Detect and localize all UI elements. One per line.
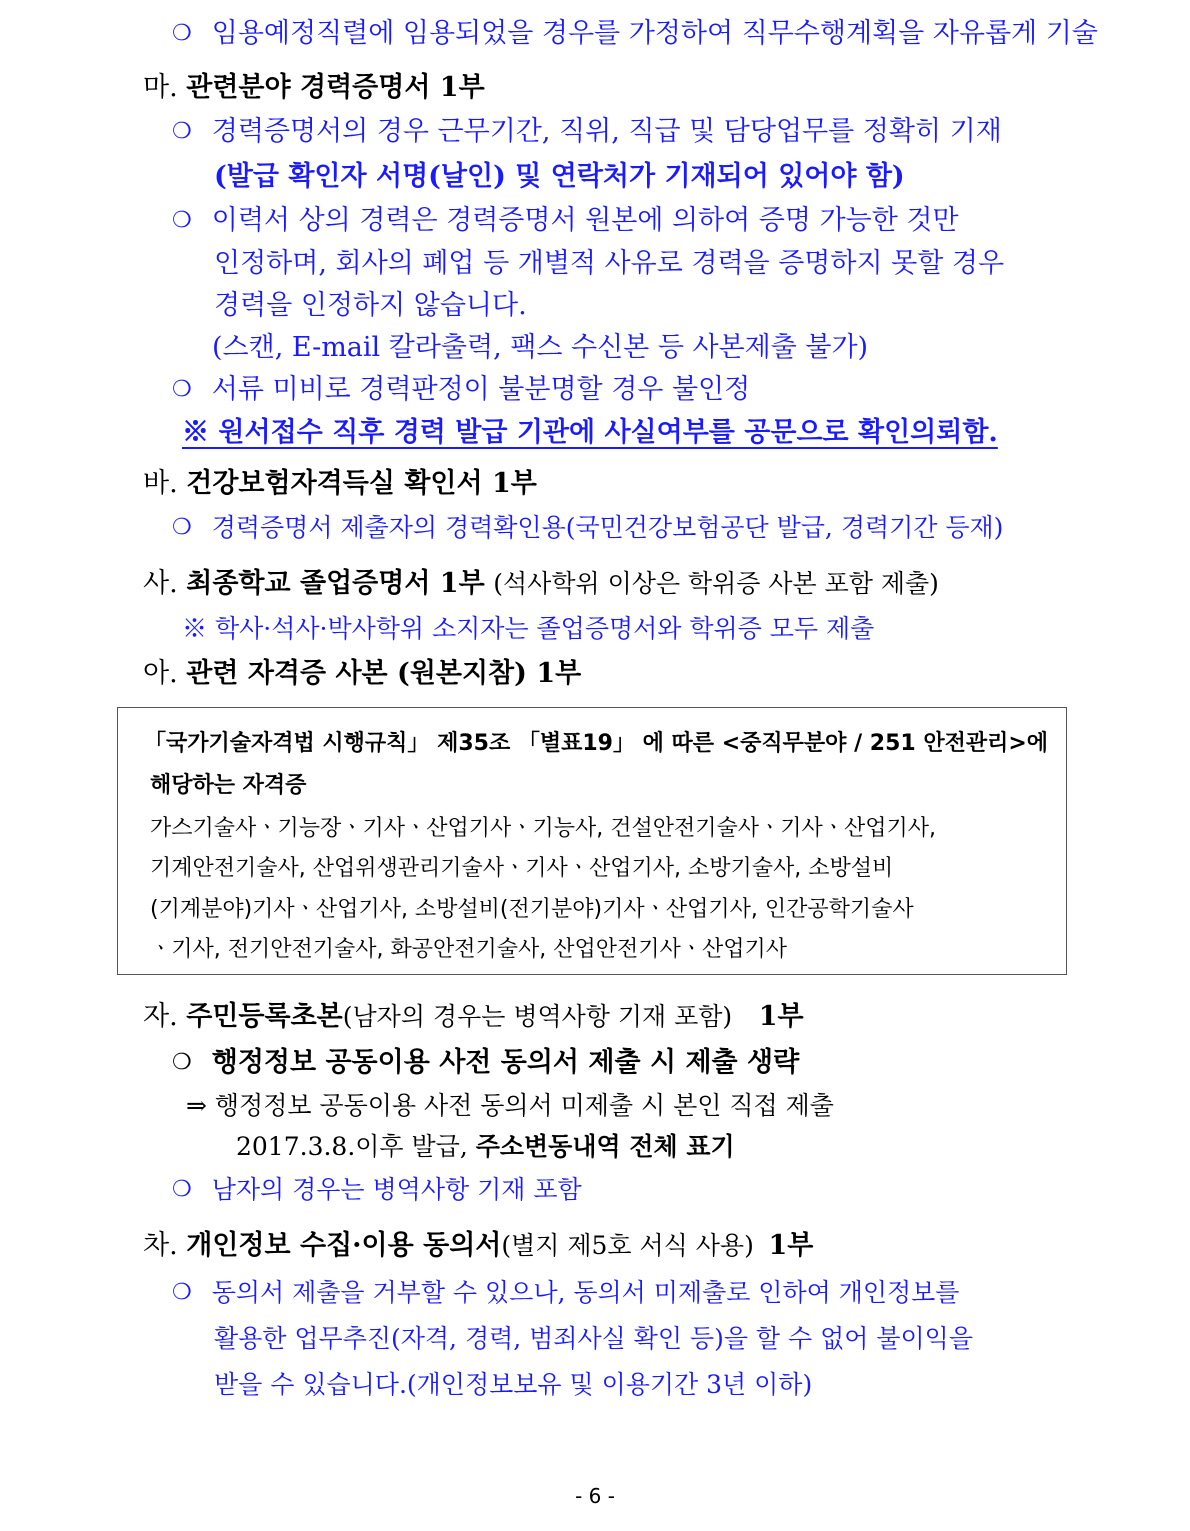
section-heading-ma: [143, 74, 485, 101]
section-title: 주민등록초본: [186, 1001, 343, 1032]
bullet-line: [172, 20, 1098, 47]
section-count: 1부: [768, 1230, 814, 1261]
bullet-continuation: 경력을 인정하지 않습니다.: [214, 290, 527, 321]
circle-bullet-icon: ❍: [172, 377, 192, 402]
section-marker: 마.: [143, 72, 178, 103]
section-title: 개인정보 수집·이용 동의서: [186, 1230, 502, 1261]
circle-bullet-icon: ❍: [172, 1050, 192, 1075]
box-line: ㆍ기사, 전기안전기술사, 화공안전기술사, 산업안전기사ㆍ산업기사: [150, 937, 788, 962]
bullet-continuation: (스캔, E-mail 칼라출력, 팩스 수신본 등 사본제출 불가): [212, 332, 869, 363]
section-heading-a: [143, 660, 581, 687]
bullet-line: [172, 1280, 959, 1306]
circle-bullet-icon: ❍: [172, 1177, 192, 1202]
arrow-line: ⇒ 행정정보 공동이용 사전 동의서 미제출 시 본인 직접 제출: [186, 1091, 834, 1120]
circle-bullet-icon: ❍: [172, 1280, 192, 1305]
page-number: - 6 -: [575, 1484, 615, 1508]
bullet-continuation: (발급 확인자 서명(날인) 및 연락처가 기재되어 있어야 함): [214, 161, 905, 192]
arrow-continuation: [236, 1134, 735, 1159]
section-marker: 자.: [143, 1001, 178, 1032]
notice-line: ※ 원서접수 직후 경력 발급 기관에 사실여부를 공문으로 확인의뢰함.: [182, 417, 998, 448]
issue-date-text: 2017.3.8.이후 발급,: [236, 1132, 468, 1161]
bullet-text: 서류 미비로 경력판정이 불분명할 경우 불인정: [211, 374, 751, 405]
box-line: 가스기술사ㆍ기능장ㆍ기사ㆍ산업기사ㆍ기능사, 건설안전기술사ㆍ기사ㆍ산업기사,: [150, 816, 937, 841]
bullet-text: 임용예정직렬에 임용되었을 경우를 가정하여 직무수행계획을 자유롭게 기술: [211, 18, 1098, 49]
section-note: (남자의 경우는 병역사항 기재 포함): [342, 1002, 733, 1031]
bullet-line: [172, 515, 1003, 541]
bullet-text: 경력증명서의 경우 근무기간, 직위, 직급 및 담당업무를 정확히 기재: [211, 116, 1002, 147]
certificate-box: [117, 707, 1067, 975]
section-title: 건강보험자격득실 확인서 1부: [186, 468, 537, 499]
section-title: 관련 자격증 사본 (원본지참) 1부: [186, 658, 582, 689]
address-history-text: 주소변동내역 전체 표기: [475, 1132, 735, 1161]
bullet-text: 행정정보 공동이용 사전 동의서 제출 시 제출 생략: [211, 1047, 800, 1078]
bullet-continuation: 인정하며, 회사의 폐업 등 개별적 사유로 경력을 증명하지 못할 경우: [214, 248, 1005, 279]
box-line: 기계안전기술사, 산업위생관리기술사ㆍ기사ㆍ산업기사, 소방기술사, 소방설비: [150, 856, 894, 881]
bullet-continuation: 활용한 업무추진(자격, 경력, 범죄사실 확인 등)을 할 수 없어 불이익을: [214, 1324, 973, 1353]
bullet-line: [172, 1049, 799, 1076]
section-marker: 바.: [143, 468, 178, 499]
section-count: 1부: [758, 1001, 804, 1032]
bullet-line: [172, 118, 1002, 145]
bullet-text: 경력증명서 제출자의 경력확인용(국민건강보험공단 발급, 경력기간 등재): [211, 513, 1004, 542]
box-line: 「국가기술자격법 시행규칙」 제35조 「별표19」 에 따른 <중직무분야 / 251 안전관리>에: [144, 731, 1049, 756]
circle-bullet-icon: ❍: [172, 515, 192, 540]
bullet-text: 동의서 제출을 거부할 수 있으나, 동의서 미제출로 인하여 개인정보를: [211, 1278, 960, 1307]
section-heading-sa: [143, 570, 939, 597]
section-heading-ja: [143, 1003, 804, 1030]
box-line: (기계분야)기사ㆍ산업기사, 소방설비(전기분야)기사ㆍ산업기사, 인간공학기술사: [150, 897, 914, 922]
bullet-text: 이력서 상의 경력은 경력증명서 원본에 의하여 증명 가능한 것만: [211, 205, 959, 236]
notice-line: ※ 학사·석사·박사학위 소지자는 졸업증명서와 학위증 모두 제출: [182, 614, 875, 643]
section-marker: 사.: [143, 568, 178, 599]
section-marker: 아.: [143, 658, 178, 689]
section-heading-cha: [143, 1232, 813, 1259]
bullet-text: 남자의 경우는 병역사항 기재 포함: [211, 1175, 582, 1204]
section-note: (별지 제5호 서식 사용): [501, 1231, 754, 1260]
section-marker: 차.: [143, 1230, 178, 1261]
box-line: 해당하는 자격증: [150, 773, 307, 798]
bullet-continuation: 받을 수 있습니다.(개인정보보유 및 이용기간 3년 이하): [214, 1370, 813, 1399]
bullet-line: [172, 1177, 582, 1203]
section-note: (석사학위 이상은 학위증 사본 포함 제출): [493, 569, 939, 598]
section-title: 최종학교 졸업증명서 1부: [186, 568, 485, 599]
section-heading-ba: [143, 470, 537, 497]
circle-bullet-icon: ❍: [172, 119, 192, 144]
bullet-line: [172, 207, 959, 234]
circle-bullet-icon: ❍: [172, 208, 192, 233]
section-title: 관련분야 경력증명서 1부: [186, 72, 485, 103]
bullet-line: [172, 376, 750, 403]
circle-bullet-icon: ❍: [172, 21, 192, 46]
